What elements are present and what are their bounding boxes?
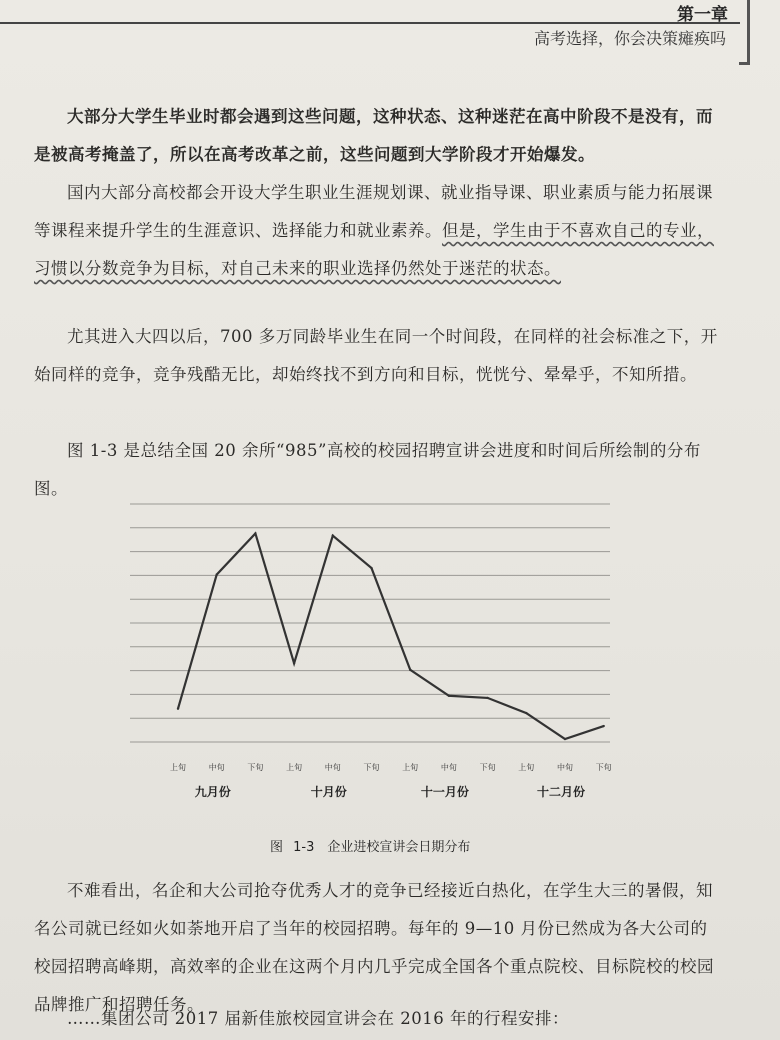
- x-group-label: 十二月份: [536, 785, 586, 799]
- data-point: [216, 573, 218, 575]
- chapter-label: 第一章: [677, 5, 728, 25]
- header-bracket: [739, 0, 750, 65]
- x-tick-label: 下旬: [247, 763, 264, 772]
- data-point: [603, 725, 605, 727]
- x-group-label: 九月份: [194, 785, 231, 799]
- paragraph-2-underlined: 但是，学生由于不喜欢自己的专业，习惯以分数竞争为目标，对自己未来的职业选择仍然处于迷茫的状态。: [34, 221, 714, 278]
- paragraph-4: 图 1-3 是总结全国 20 余所“985”高校的校园招聘宣讲会进度和时间后所绘制的分布图。: [34, 441, 701, 498]
- x-group-label: 十月份: [310, 785, 347, 799]
- header-rule: [0, 22, 740, 24]
- x-tick-label: 下旬: [595, 763, 612, 772]
- x-tick-label: 上旬: [286, 763, 303, 772]
- chart-svg: [130, 502, 620, 802]
- data-point: [254, 532, 256, 534]
- data-point: [409, 669, 411, 671]
- paragraph-5: 不难看出，名企和大公司抢夺优秀人才的竞争已经接近白热化，在学生大三的暑假，知名公司就已经如火如荼地开启了当年的校园招聘。每年的 9—10 月份已然成为各大公司的校园招聘高峰期，高效率的企业在这两个月内几乎完成全国各个重点院校、目标院校的校园品牌推广和招聘任务。: [34, 881, 714, 1014]
- x-tick-label: 中旬: [440, 763, 457, 772]
- x-group-label: 十一月份: [420, 785, 469, 799]
- data-point: [332, 534, 334, 536]
- x-tick-label: 中旬: [324, 763, 341, 772]
- x-tick-label: 上旬: [170, 763, 186, 772]
- data-point: [370, 567, 372, 569]
- chapter-subtitle: 高考选择，你会决策瘫痪吗: [533, 29, 726, 48]
- paragraph-2-text: 国内大部分高校都会开设大学生职业生涯规划课、就业指导课、职业素质与能力拓展课等课程来提升学生的生涯意识、选择能力和就业素养。: [34, 183, 713, 240]
- data-point: [525, 712, 527, 714]
- paragraph-1: 大部分大学生毕业时都会遇到这些问题，这种状态、这种迷茫在高中阶段不是没有，而是被高考掩盖了，所以在高考改革之前，这些问题到大学阶段才开始爆发。: [34, 107, 713, 164]
- x-tick-label: 中旬: [208, 763, 225, 772]
- distribution-chart: [130, 502, 620, 802]
- figure-caption: 图 1-3 企业进校宣讲会日期分布: [270, 840, 471, 855]
- series-line: [178, 533, 604, 739]
- x-tick-label: 上旬: [402, 763, 419, 772]
- data-point: [486, 697, 488, 699]
- x-tick-label: 中旬: [557, 763, 573, 772]
- x-tick-label: 上旬: [518, 763, 535, 772]
- data-point: [177, 708, 179, 710]
- data-point: [293, 662, 295, 664]
- x-tick-label: 下旬: [479, 763, 496, 772]
- data-point: [448, 695, 450, 697]
- paragraph-3: 尤其进入大四以后，700 多万同龄毕业生在同一个时间段，在同样的社会标准之下，开始同样的竞争，竞争残酷无比，却始终找不到方向和目标，恍恍兮、晕晕乎，不知所措。: [34, 327, 718, 384]
- paragraph-2: [34, 174, 724, 288]
- paragraph-6: ……集团公司 2017 届新佳旅校园宣讲会在 2016 年的行程安排：: [67, 1009, 569, 1028]
- data-point: [564, 738, 566, 740]
- x-tick-label: 下旬: [363, 763, 380, 772]
